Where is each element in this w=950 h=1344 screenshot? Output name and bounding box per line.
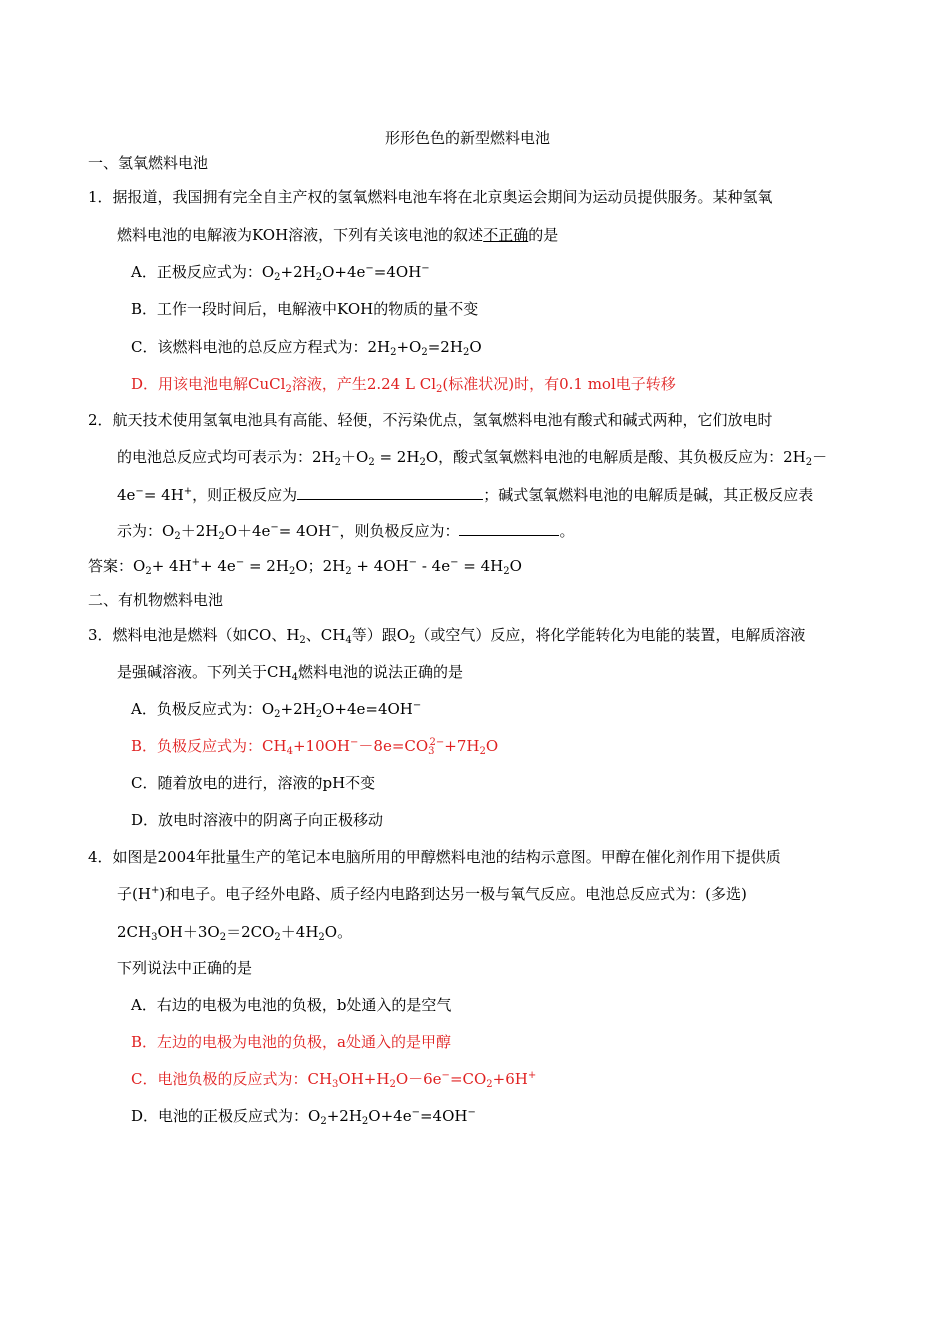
option-c: C．该燃料电池的总反应方程式为：$2H_2+O_2=2H_2O$ — [131, 338, 482, 358]
question-4-line-1: 4．如图是2004年批量生产的笔记本电脑所用的甲醇燃料电池的结构示意图。甲醇在催化剂作用下提供质 — [88, 848, 781, 866]
question-4-line-2: 子(H+)和电子。电子经外电路、质子经内电路到达另一极与氧气反应。电池总反应式为：(多选) — [117, 885, 747, 903]
option-d-correct-answer: D．用该电池电解CuCl$_2$溶液，产生2.24 L $Cl_2$(标准状况)时，有0.1 mol电子转移 — [131, 375, 676, 395]
option-a: A．右边的电极为电池的负极，b处通入的是空气 — [131, 996, 452, 1014]
page-title: 形形色色的新型燃料电池 — [385, 129, 551, 147]
question-4-line-3: $2CH_3OH+3O_2=2CO_2+4H_2O$。 — [117, 923, 353, 943]
option-c-correct-answer: C．电池负极的反应式为：$CH_3OH+H_2O-6e^-=CO_2+6H^+$ — [131, 1070, 537, 1090]
question-number: 4． — [88, 848, 113, 866]
section-heading-organic: 二、有机物燃料电池 — [88, 591, 224, 609]
section-heading-hydrogen-oxygen: 一、氢氧燃料电池 — [88, 154, 209, 172]
option-b-correct-answer: B．负极反应式为：$CH_4+10OH^--8e=CO_3^{2-}+7H_2O$ — [131, 737, 499, 757]
question-2-line-2: 的电池总反应式均可表示为：$2H_2+O_2 = 2H_2O$，酸式氢氧燃料电池的电解质是酸、其负极反应为：$2H_2-$ — [117, 448, 828, 468]
answer-blank-negative-electrode[interactable] — [459, 521, 559, 536]
question-2-line-3: 4e−= 4H+，则正极反应为 ；碱式氢氧燃料电池的电解质是碱，其正极反应表 — [117, 486, 814, 504]
option-a: A．负极反应式为：$O_2+2H_2O+4e=4OH^-$ — [131, 700, 422, 720]
question-3-line-1: 3．燃料电池是燃料（如CO、$H_2$、$CH_4$等）跟$O_2$（或空气）反应，将化学能转化为电能的装置，电解质溶液 — [88, 626, 806, 646]
option-a: A．正极反应式为：$O_2+2H_2O+4e^-=4OH^-$ — [131, 263, 430, 283]
option-b: B．工作一段时间后，电解液中KOH的物质的量不变 — [131, 300, 479, 318]
question-2-line-1: 2．航天技术使用氢氧电池具有高能、轻便，不污染优点，氢氧燃料电池有酸式和碱式两种，它们放电时 — [88, 411, 773, 429]
option-b-correct-answer: B．左边的电极为电池的负极，a处通入的是甲醇 — [131, 1033, 451, 1051]
question-number: 3． — [88, 626, 113, 644]
option-d: D．电池的正极反应式为：$O_2+2H_2O+4e^-=4OH^-$ — [131, 1107, 476, 1127]
question-4-line-4: 下列说法中正确的是 — [117, 959, 253, 977]
question-number: 2． — [88, 411, 113, 429]
option-c: C．随着放电的进行，溶液的pH不变 — [131, 774, 376, 792]
question-1-line-2: 燃料电池的电解液为KOH溶液，下列有关该电池的叙述不正确的是 — [117, 226, 559, 244]
option-d: D．放电时溶液中的阴离子向正极移动 — [131, 811, 384, 829]
question-1-line-1: 1．据报道，我国拥有完全自主产权的氢氧燃料电池车将在北京奥运会期间为运动员提供服务。某种氢氧 — [88, 188, 773, 206]
question-number: 1． — [88, 188, 113, 206]
answer-line: 答案：$O_2+ 4H^++ 4e^- = 2H_2O$；$2H_2 + 4OH^- - 4e^- = 4H_2O$ — [88, 557, 522, 577]
answer-blank-positive-electrode[interactable] — [297, 485, 483, 500]
question-2-line-4: 示为：$O_2+2H_2O+4e^-= 4OH^-$，则负极反应为： 。 — [117, 522, 575, 542]
underlined-keyword: 不正确 — [483, 226, 529, 244]
question-3-line-2: 是强碱溶液。下列关于$CH_4$燃料电池的说法正确的是 — [117, 663, 463, 683]
